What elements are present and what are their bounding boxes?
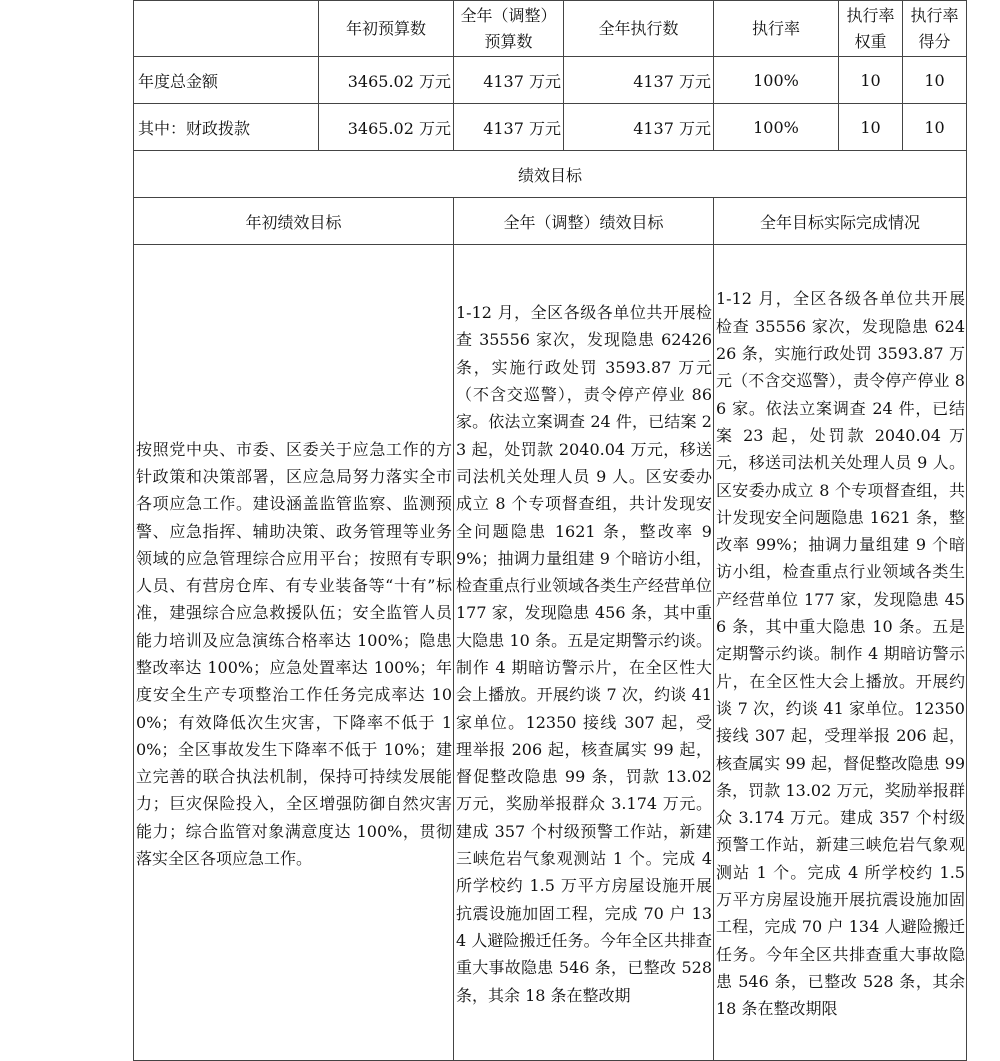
goals-initial-cell bbox=[134, 245, 454, 1061]
row-initial: 3465.02 万元 bbox=[319, 104, 454, 151]
header-executed: 全年执行数 bbox=[564, 1, 714, 57]
goals-col-actual: 全年目标实际完成情况 bbox=[714, 198, 967, 245]
header-budget-adjusted: 全年（调整）预算数 bbox=[454, 1, 564, 57]
goals-actual-text: 1-12 月，全区各级各单位共开展检查 35556 家次，发现隐患 62426 条，实施行政处罚 3593.87 万元（不含交巡警），责令停产停业 86 家。依法立案调查 24 件，已结案 23 起，处罚款 2040.04 万元，移送司法机关处理人员 9 人。区安委办成立 8 个专项督查组，共计发现安全问题隐患 1621 条，整改率 99%；抽调力量组建 9 个暗访小组，检查重点行业领域各类生产经营单位 177 家，发现隐患 456 条，其中重大隐患 10 条。五是定期警示约谈。制作 4 期暗访警示片，在全区性大会上播放。开展约谈 7 次，约谈 41 家单位。12350 接线 307 起，受理举报 206 起，核查属实 99 起，督促整改隐患 99 条，罚款 13.02 万元，奖励举报群众 3.174 万元。建成 357 个村级预警工作站，新建三峡危岩气象观测站 1 个。完成 4 所学校约 1.5 万平方房屋设施开展抗震设施加固工程，完成 70 户 134 人避险搬迁任务。今年全区共排查重大事故隐患 546 条，已整改 528 条，其余 18 条在整改期限 bbox=[716, 289, 965, 1019]
row-rate: 100% bbox=[714, 104, 839, 151]
row-score: 10 bbox=[903, 57, 967, 104]
header-weight: 执行率权重 bbox=[839, 1, 903, 57]
row-rate: 100% bbox=[714, 57, 839, 104]
goals-section-title-row bbox=[134, 151, 967, 198]
goals-content-row bbox=[134, 245, 967, 1061]
row-weight: 10 bbox=[839, 104, 903, 151]
row-executed: 4137 万元 bbox=[564, 57, 714, 104]
row-initial: 3465.02 万元 bbox=[319, 57, 454, 104]
table-row-fiscal bbox=[134, 104, 967, 151]
goals-section-title: 绩效目标 bbox=[134, 151, 967, 198]
goals-initial-text: 按照党中央、市委、区委关于应急工作的方针政策和决策部署，区应急局努力落实全市各项应急工作。建设涵盖监管监察、监测预警、应急指挥、辅助决策、政务管理等业务领域的应急管理综合应用平台；按照有专职人员、有营房仓库、有专业装备等“十有”标准，建强综合应急救援队伍；安全监管人员能力培训及应急演练合格率达 100%；隐患整改率达 100%；应急处置率达 100%；年度安全生产专项整治工作任务完成率达 100%；有效降低次生灾害，下降率不低于 10%；全区事故发生下降率不低于 10%；建立完善的联合执法机制，保持可持续发展能力；巨灾保险投入，全区增强防御自然灾害能力；综合监管对象满意度达 100%，贯彻落实全区各项应急工作。 bbox=[136, 439, 452, 869]
header-blank-cell bbox=[134, 1, 319, 57]
row-adjusted: 4137 万元 bbox=[454, 57, 564, 104]
header-exec-rate: 执行率 bbox=[714, 1, 839, 57]
goals-adjusted-text: 1-12 月，全区各级各单位共开展检查 35556 家次，发现隐患 62426 条，实施行政处罚 3593.87 万元（不含交巡警），责令停产停业 86 家。依法立案调查 24 件，已结案 23 起，处罚款 2040.04 万元，移送司法机关处理人员 9 人。区安委办成立 8 个专项督查组，共计发现安全问题隐患 1621 条，整改率 99%；抽调力量组建 9 个暗访小组，检查重点行业领域各类生产经营单位 177 家，发现隐患 456 条，其中重大隐患 10 条。五是定期警示约谈。制作 4 期暗访警示片，在全区性大会上播放。开展约谈 7 次，约谈 41 家单位。12350 接线 307 起，受理举报 206 起，核查属实 99 起，督促整改隐患 99 条，罚款 13.02 万元，奖励举报群众 3.174 万元。建成 357 个村级预警工作站，新建三峡危岩气象观测站 1 个。完成 4 所学校约 1.5 万平方房屋设施开展抗震设施加固工程，完成 70 户 134 人避险搬迁任务。今年全区共排查重大事故隐患 546 条，已整改 528 条，其余 18 条在整改期 bbox=[456, 303, 713, 1005]
goals-header-row bbox=[134, 198, 967, 245]
row-label: 年度总金额 bbox=[134, 57, 319, 104]
goals-col-adjusted: 全年（调整）绩效目标 bbox=[454, 198, 714, 245]
row-score: 10 bbox=[903, 104, 967, 151]
row-weight: 10 bbox=[839, 57, 903, 104]
goals-actual-cell bbox=[714, 245, 967, 1061]
goals-adjusted-cell bbox=[454, 245, 714, 1061]
table-row-total bbox=[134, 57, 967, 104]
header-row bbox=[134, 1, 967, 57]
header-budget-initial: 年初预算数 bbox=[319, 1, 454, 57]
row-executed: 4137 万元 bbox=[564, 104, 714, 151]
performance-table bbox=[133, 0, 967, 1061]
goals-col-initial: 年初绩效目标 bbox=[134, 198, 454, 245]
row-label: 其中：财政拨款 bbox=[134, 104, 319, 151]
row-adjusted: 4137 万元 bbox=[454, 104, 564, 151]
header-score: 执行率得分 bbox=[903, 1, 967, 57]
